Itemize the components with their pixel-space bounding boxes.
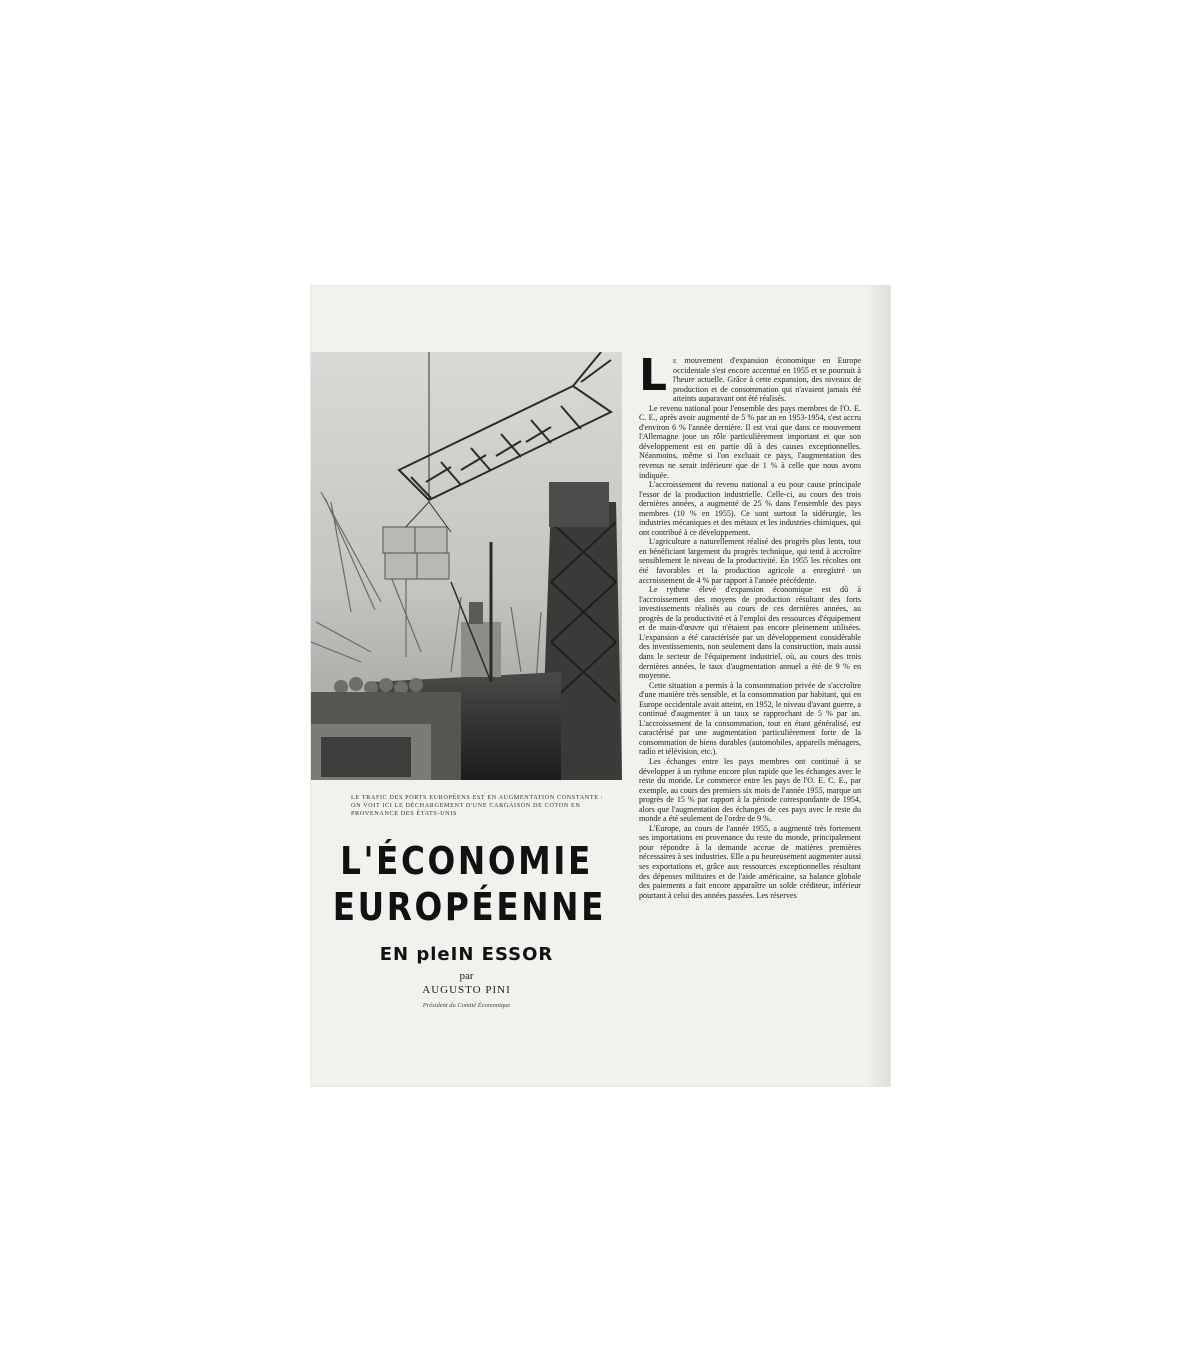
paragraph-8: L'Europe, au cours de l'année 1955, a augmenté très fortement ses importations en provenance du reste du monde, principalement pour répondre à la demande accrue de matières premières nécessaires à ses industries. Elle a pu heureusement augmenter aussi ses exportations et, grâce aux ressources exceptionnelles résultant des dépenses militaires et de l'aide américaine, sa balance globale des paiements a fait encore apparaître un solde créditeur, inférieur pourtant à celui des années passées. Les réserves [639, 823, 861, 900]
paragraph-1 [639, 350, 861, 404]
author-role: Président du Comité Économique [422, 1002, 511, 1009]
paragraph-1-text: mouvement d'expansion économique en Europe occidentale s'est encore accentué en 1955 et se poursuit à l'heure actuelle. Grâce à cette expansion, des niveaux de production et de consommation qui n'avaient jamais été atteints auparavant ont été réalisés. [673, 356, 861, 404]
article-title [332, 838, 607, 930]
paragraph-5: Le rythme élevé d'expansion économique est dû à l'accroissement des moyens de production résultant des forts investissements réalisés au cours de ces dernières années, au progrès de la productivité et à l'emploi des ressources d'équipement et de main-d'œuvre qui n'étaient pas encore pleinement utilisées. L'expansion a été caractérisée par un développement considérable des investissements, non seulement dans la construction, mais aussi dans le secteur de l'équipement industriel, où, au cours des trois dernières années, le taux d'augmentation annuel a été de 9 % en moyenne. [639, 585, 861, 681]
article-body [639, 350, 861, 900]
title-line-2: EUROPÉENNE [332, 885, 607, 929]
photo-caption: LE TRAFIC DES PORTS EUROPÉENS EST EN AUGMENTATION CONSTANTE : ON VOIT ICI LE DÉCHARGEMENT D'UNE CARGAISON DE COTON EN PROVENANCE DES ÉTATS-UNIS [351, 794, 604, 817]
lead-smallcaps: e [673, 356, 678, 365]
article-subtitle: EN pleIN ESSOR [379, 944, 554, 965]
harbor-photo [311, 352, 622, 780]
title-line-1: L'ÉCONOMIE [340, 839, 593, 883]
paragraph-7: Les échanges entre les pays membres ont continué à se développer à un rythme encore plus rapide que les échanges avec le reste du monde. Le commerce entre les pays de l'O. E. C. E., par exemple, au cours des premiers six mois de l'année 1955, marque un progrès de 15 % par rapport à la période correspondante de 1954, alors que l'augmentation des échanges de ces pays avec le reste du monde a été seulement de l'ordre de 9 %. [639, 756, 861, 824]
paragraph-4: L'agriculture a naturellement réalisé des progrès plus lents, tout en bénéficiant largement du progrès technique, qui tend à accroître sensiblement le niveau de la productivité. En 1955 les récoltes ont été favorables et la production agricole a enregistré un accroissement de 4 % par rapport à l'année précédente. [639, 537, 861, 585]
paragraph-6: Cette situation a permis à la consommation privée de s'accroître d'une manière très sensible, et la consommation par habitant, qui en Europe occidentale avait atteint, en 1952, le niveau d'avant guerre, a continué d'augmenter à un taux se rapprochant de 5 % par an. L'accroissement de la consommation, tout en étant généralisé, est caractérisé par une augmentation particulièrement forte de la consommation de biens durables (automobiles, appareils ménagers, radio et télévision, etc.). [639, 680, 861, 757]
paragraph-2: Le revenu national pour l'ensemble des pays membres de l'O. E. C. E., après avoir augmenté de 5 % par an en 1953-1954, s'est accru d'environ 6 % l'année dernière. Il est vrai que dans ce mouvement l'Allemagne joue un rôle particulièrement important et que son développement est en partie dû à des causes exceptionnelles. Néanmoins, même si l'on excluait ce pays, l'augmentation des revenus ne serait inférieure que de 1 % à celle que nous avons indiquée. [639, 403, 861, 480]
author-name: AUGUSTO PINI [422, 984, 511, 996]
paragraph-3: L'accroissement du revenu national a eu pour cause principale l'essor de la production industrielle. Celle-ci, au cours des trois dernières années, a augmenté de 25 % dans l'ensemble des pays membres (10 % en 1955). Ce sont surtout la sidérurgie, les industries mécaniques et des métaux et les industries chimiques, qui ont contribué à ce développement. [639, 480, 861, 537]
drop-cap: L [639, 350, 668, 401]
magazine-page [311, 286, 890, 1086]
byline-par: par [459, 970, 474, 982]
harbor-cranes-photo-icon [311, 352, 622, 780]
page-edge-shadow [864, 286, 890, 1086]
